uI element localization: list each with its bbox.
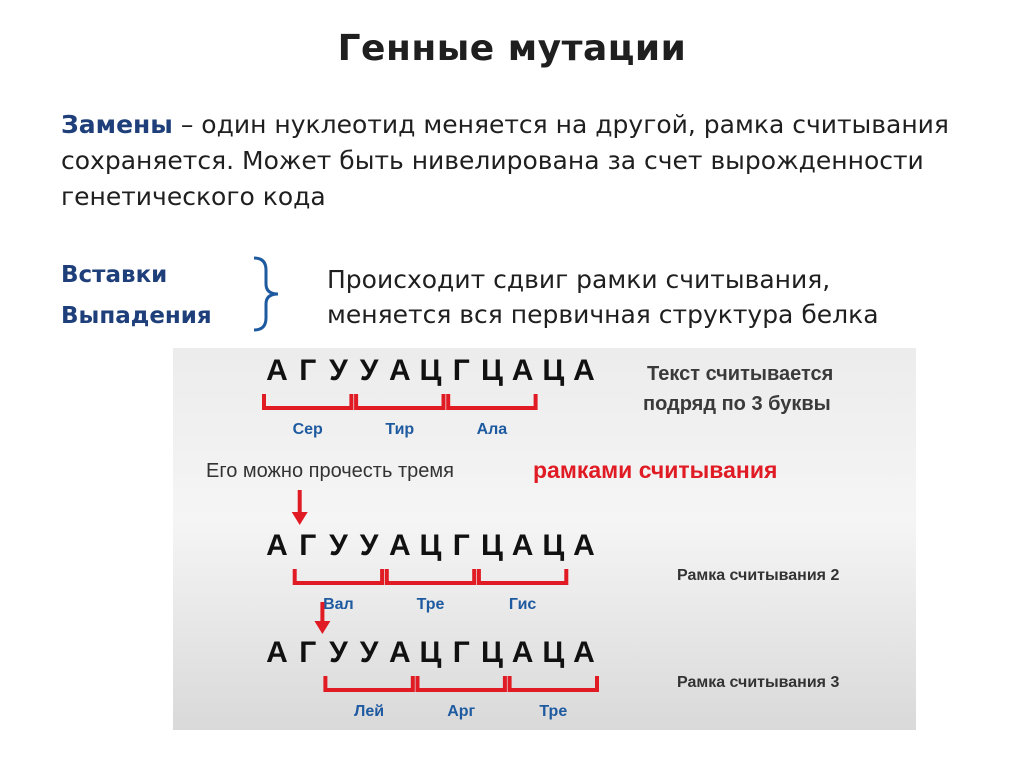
nucleotide-letter: У xyxy=(359,636,379,669)
substitution-text: – один нуклеотид меняется на другой, рамка считывания сохраняется. Может быть нивелирована за счет вырожденности генетического кода xyxy=(61,110,949,211)
nucleotide-letter: А xyxy=(266,529,288,562)
nucleotide-letter: А xyxy=(511,636,534,669)
amino-acid-label: Лей xyxy=(354,703,385,720)
reading-frames-figure xyxy=(173,348,916,730)
amino-acid-label: Тре xyxy=(416,596,445,613)
nucleotide-letter: А xyxy=(266,354,288,387)
insertions-term: Вставки xyxy=(61,262,168,288)
arrow-down-icon xyxy=(314,621,330,634)
nucleotide-letter: Ц xyxy=(419,354,442,387)
amino-acid-label: Ала xyxy=(476,421,508,438)
note-line-1: Текст считывается xyxy=(647,363,834,385)
nucleotide-letter: Г xyxy=(299,636,317,669)
reading-frames-diagram xyxy=(173,348,916,730)
codon-bracket xyxy=(479,569,566,583)
amino-acid-label: Сер xyxy=(292,421,323,438)
nucleotide-letter: Г xyxy=(452,636,470,669)
nucleotide-letter: Г xyxy=(452,529,470,562)
nucleotide-letter: У xyxy=(359,529,379,562)
nucleotide-letter: Г xyxy=(299,529,317,562)
nucleotide-letter: Ц xyxy=(480,354,503,387)
middle-text: Его можно прочесть тремя xyxy=(206,460,454,482)
nucleotide-letter: А xyxy=(573,354,595,387)
codon-bracket xyxy=(387,569,474,583)
nucleotide-letter: Г xyxy=(452,354,470,387)
note-line-2: подряд по 3 буквы xyxy=(643,393,831,415)
codon-bracket xyxy=(295,569,382,583)
nucleotide-letter: А xyxy=(511,529,534,562)
nucleotide-letter: Ц xyxy=(542,529,565,562)
codon-bracket xyxy=(418,676,505,690)
amino-acid-label: Тир xyxy=(385,421,415,438)
page-title: Генные мутации xyxy=(337,28,687,69)
nucleotide-letter: Г xyxy=(299,354,317,387)
substitution-paragraph xyxy=(61,107,981,215)
codon-bracket xyxy=(356,394,443,408)
arrow-down-icon xyxy=(292,512,308,525)
nucleotide-letter: А xyxy=(388,529,411,562)
frameshift-line-2: меняется вся первичная структура белка xyxy=(327,300,879,329)
codon-bracket xyxy=(264,394,351,408)
nucleotide-letter: У xyxy=(329,354,348,387)
frameshift-description xyxy=(327,262,947,332)
nucleotide-letter: Ц xyxy=(480,529,503,562)
nucleotide-letter: А xyxy=(388,636,411,669)
nucleotide-letter: А xyxy=(511,354,534,387)
reading-frame-label: Рамка считывания 2 xyxy=(677,567,840,584)
nucleotide-letter: Ц xyxy=(419,636,442,669)
nucleotide-letter: Ц xyxy=(419,529,442,562)
nucleotide-letter: У xyxy=(329,636,348,669)
codon-bracket xyxy=(448,394,535,408)
codon-bracket xyxy=(510,676,597,690)
amino-acid-label: Тре xyxy=(539,703,568,720)
deletions-term: Выпадения xyxy=(61,303,212,329)
codon-bracket xyxy=(325,676,412,690)
nucleotide-letter: А xyxy=(388,354,411,387)
nucleotide-letter: У xyxy=(329,529,348,562)
nucleotide-letter: А xyxy=(573,636,595,669)
nucleotide-letter: А xyxy=(266,636,288,669)
substitution-term: Замены xyxy=(61,110,173,139)
nucleotide-letter: Ц xyxy=(480,636,503,669)
reading-frame-label: Рамка считывания 3 xyxy=(677,674,840,691)
nucleotide-letter: Ц xyxy=(542,636,565,669)
middle-text-highlight: рамками считывания xyxy=(533,457,778,483)
amino-acid-label: Вал xyxy=(323,596,354,613)
nucleotide-letter: А xyxy=(573,529,595,562)
nucleotide-letter: Ц xyxy=(542,354,565,387)
amino-acid-label: Арг xyxy=(447,703,476,720)
amino-acid-label: Гис xyxy=(508,596,537,613)
frameshift-line-1: Происходит сдвиг рамки считывания, xyxy=(327,265,831,294)
nucleotide-letter: У xyxy=(359,354,379,387)
curly-brace-icon xyxy=(248,254,288,334)
